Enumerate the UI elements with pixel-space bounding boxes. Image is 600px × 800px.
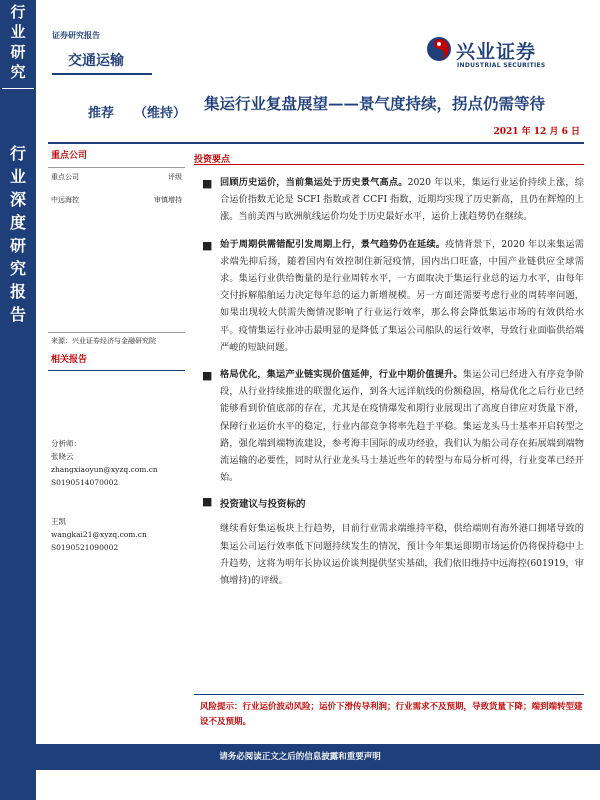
related-reports-heading: 相关报告 [51, 355, 88, 365]
analyst-email[interactable]: zhangxiaoyun@xyzq.com.cn [51, 465, 158, 474]
header-underline [52, 73, 152, 75]
rating-label: 推荐 [88, 106, 115, 121]
sidebar-top-text: 行 业 研 究 [10, 3, 26, 81]
risk-warning: 风险提示：行业运价波动风险；运价下滑传导利润；行业需求不及预期，导致货量下降；端到端转型建设不及预期。 [200, 702, 583, 727]
company-name: 中远海控 [51, 196, 79, 204]
analyst-id: S0190514070002 [51, 478, 119, 487]
paragraph-cycle [194, 236, 584, 356]
footer-disclaimer: 请务必阅读正文之后的信息披露和重要声明 [219, 752, 381, 762]
sub-heading-text: 投资建议与投资标的 [220, 499, 306, 511]
section-heading: 投资要点 [194, 155, 231, 165]
sidebar-band [0, 0, 36, 800]
report-date: 2021 年 12 月 6 日 [493, 127, 580, 137]
paragraph-history [194, 174, 584, 226]
company-name-en: INDUSTRIAL SECURITIES [457, 62, 546, 69]
sidebar-divider [2, 88, 34, 89]
square-bullet-icon: ■ [202, 177, 213, 190]
analyst-block [51, 437, 185, 554]
sector-name: 交通运输 [68, 53, 124, 69]
report-type: 证券研究报告 [52, 30, 100, 40]
left-column [48, 148, 185, 554]
paragraph-body: 2020 年以来，集运行业运价持续上涨，综合运价指数无论是 SCFI 指数或者 CCFI 指数，近期均实现了历史新高，且仍在辉煌的上涨。当前美西与欧洲航线运价均处于历史最好水平，运价上涨趋势仍在继续。 [220, 177, 584, 223]
col-company: 重点公司 [51, 173, 79, 181]
risk-divider [194, 694, 584, 695]
square-bullet-icon: ■ [202, 369, 213, 383]
table-row [48, 191, 185, 214]
paragraph-structure [194, 366, 584, 486]
rating-value: （维持） [134, 106, 187, 121]
paragraph-lead: 回顾历史运价，当前集运处于历史景气高点。 [220, 177, 408, 188]
investment-advice-heading [194, 496, 584, 510]
analyst-email[interactable]: wangkai21@xyzq.com.cn [51, 530, 147, 539]
conclusion-paragraph: 继续看好集运板块上行趋势，目前行业需求端维持平稳，供给端则有海外港口拥堵导致的集运公司运行效率低下问题持续发生的情况，预计今年集运即期市场运价仍将保持稳中上升趋势，这将为明年长协议运价谈判提供坚实基础，我们依旧维持中远海控(601919，审慎增持)的评级。 [220, 523, 584, 587]
key-companies-heading: 重点公司 [51, 151, 88, 161]
col-rating: 评级 [168, 173, 182, 181]
paragraph-body: 集运公司已经进入有序竞争阶段，从行业持续推进的联盟化运作，到各大远洋航线的份额稳固，格局优化之后行业已经能够看到价值底部的存在，尤其是在疫情爆发和期行业展现出了高度自律应对货量下滑，保障行业运价水平的稳定，行业内部竞争将率先趋于平稳。集运龙头马士基率开启转型之路，强化端到端物流建设，参考海丰国际的成功经验，我们认为船公司存在拓展端到端物流运输的必要性，同时从行业龙头马士基近些年的转型与布局分析可得，行业变革已经开始。 [220, 369, 584, 484]
analyst-name: 张晓云 [51, 452, 74, 461]
paragraph-lead: 格局优化，集运产业链实现价值延伸，行业中期价值提升。 [220, 369, 463, 381]
analyst-id: S0190521090002 [51, 543, 119, 552]
square-bullet-icon: ■ [202, 238, 213, 252]
table-header-row [48, 168, 185, 191]
main-column [194, 152, 584, 589]
title-divider [48, 142, 584, 144]
analyst-label: 分析师： [51, 439, 81, 448]
analyst-name: 王凯 [51, 517, 66, 526]
report-title: 集运行业复盘展望——景气度持续，拐点仍需等待 [204, 94, 546, 113]
square-bullet-icon: ■ [202, 495, 213, 509]
paragraph-body: 疫情背景下，2020 年以来集运需求端先抑后扬，随着国内有效控制住新冠疫情，国内出口旺盛，中国产业链供应全球需求。集运行业供给衡量的是行业周转水平，一方面取决于集运行业总的运力水平，由每年交付拆解船舶运力决定每年总的运力新增规模。另一方面还需要考虑行业的周转率问题，如果出现较大供需失衡情况影响了行业运行效率，那么将会降低集运市场的有效供给水平。疫情集运行业冲击最明显的是降低了集运公司船队的运行效率，导致行业面临供给端严峻的短缺问题。 [220, 238, 584, 353]
company-name-cn: 兴业证券 [456, 41, 537, 63]
sidebar-mid-text: 行 业 深 度 研 究 报 告 [9, 144, 26, 324]
table-source: 来源：兴业证券经济与金融研究院 [51, 337, 156, 345]
paragraph-lead: 始于周期供需错配引发周期上行，景气趋势仍在延续。 [220, 238, 446, 250]
company-logo-icon [426, 36, 452, 62]
company-rating: 审慎增持 [154, 196, 182, 204]
